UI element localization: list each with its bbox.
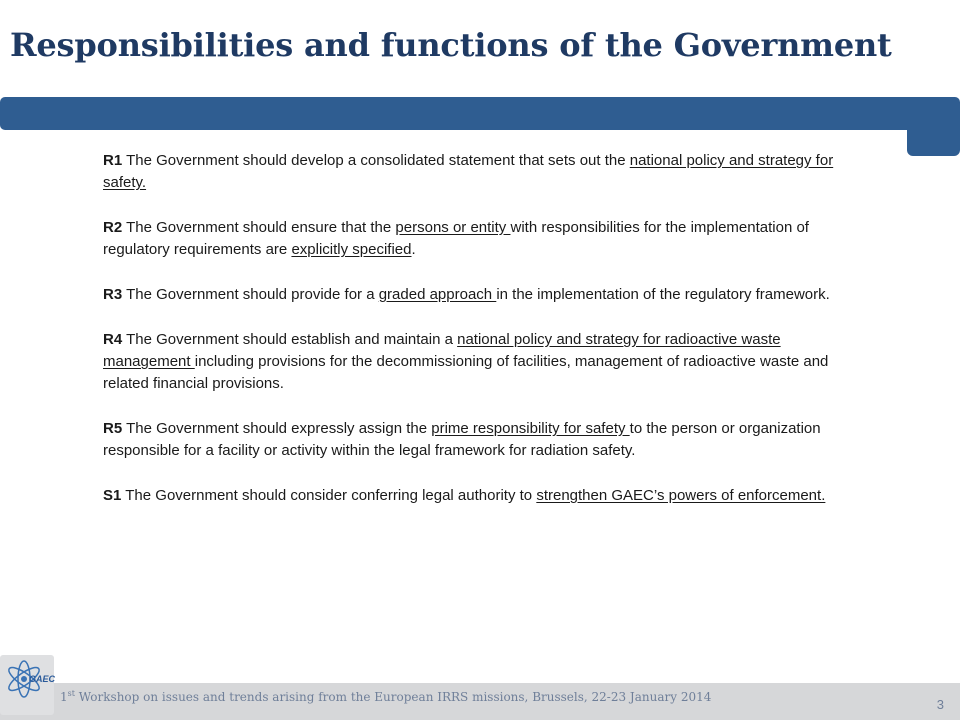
page-number: 3 <box>936 697 944 712</box>
footer-ordinal-suffix: st <box>67 689 75 698</box>
item-underlined: national policy and strategy for safety. <box>103 152 834 191</box>
recommendation-r1 <box>103 150 843 194</box>
item-underlined: graded approach <box>378 286 497 303</box>
item-text: The Government should consider conferring legal authority to <box>121 487 537 504</box>
item-code: R1 <box>103 152 123 169</box>
suggestion-s1 <box>103 485 843 507</box>
footer-text: Workshop on issues and trends arising from the European IRRS missions, Brussels, 22-23 January 2014 <box>74 690 712 704</box>
item-code: S1 <box>103 487 122 504</box>
header-tab <box>907 120 960 156</box>
item-code: R2 <box>103 219 123 236</box>
item-text: The Government should provide for a <box>122 286 379 303</box>
item-code: R4 <box>103 331 123 348</box>
recommendation-r5 <box>103 418 843 462</box>
item-text: The Government should establish and maintain a <box>122 331 458 348</box>
item-code: R5 <box>103 420 123 437</box>
item-text: The Government should develop a consolidated statement that sets out the <box>122 152 630 169</box>
item-text: The Government should ensure that the <box>122 219 396 236</box>
item-underlined: strengthen GAEC’s powers of enforcement. <box>536 487 826 504</box>
recommendation-r3 <box>103 284 843 306</box>
item-text-2: with responsibilities for the implementation of regulatory requirements are <box>103 219 809 258</box>
atom-icon <box>2 657 56 713</box>
item-underlined: national policy and strategy for radioactive waste management <box>103 331 781 370</box>
item-text-2: in the implementation of the regulatory framework. <box>496 286 830 303</box>
header-band <box>0 97 960 130</box>
logo-text: GAEC <box>29 674 56 684</box>
item-underlined: persons or entity <box>395 219 511 236</box>
item-underlined-2: explicitly specified <box>291 241 412 258</box>
gaec-logo <box>0 655 54 715</box>
item-text-2: to the person or organization responsible for a facility or activity within the legal framework for radiation safety. <box>103 420 821 459</box>
recommendation-r4 <box>103 329 843 395</box>
slide-title: Responsibilities and functions of the Government <box>10 26 892 64</box>
item-text-2: including provisions for the decommissioning of facilities, management of radioactive waste and related financial provisions. <box>103 353 829 392</box>
item-text: The Government should expressly assign the <box>122 420 432 437</box>
footer-ordinal: 1 <box>60 690 68 704</box>
recommendations-list <box>103 150 843 530</box>
recommendation-r2 <box>103 217 843 261</box>
item-underlined: prime responsibility for safety <box>431 420 630 437</box>
item-code: R3 <box>103 286 123 303</box>
item-text-3: . <box>411 241 416 258</box>
footer-caption <box>60 689 711 704</box>
